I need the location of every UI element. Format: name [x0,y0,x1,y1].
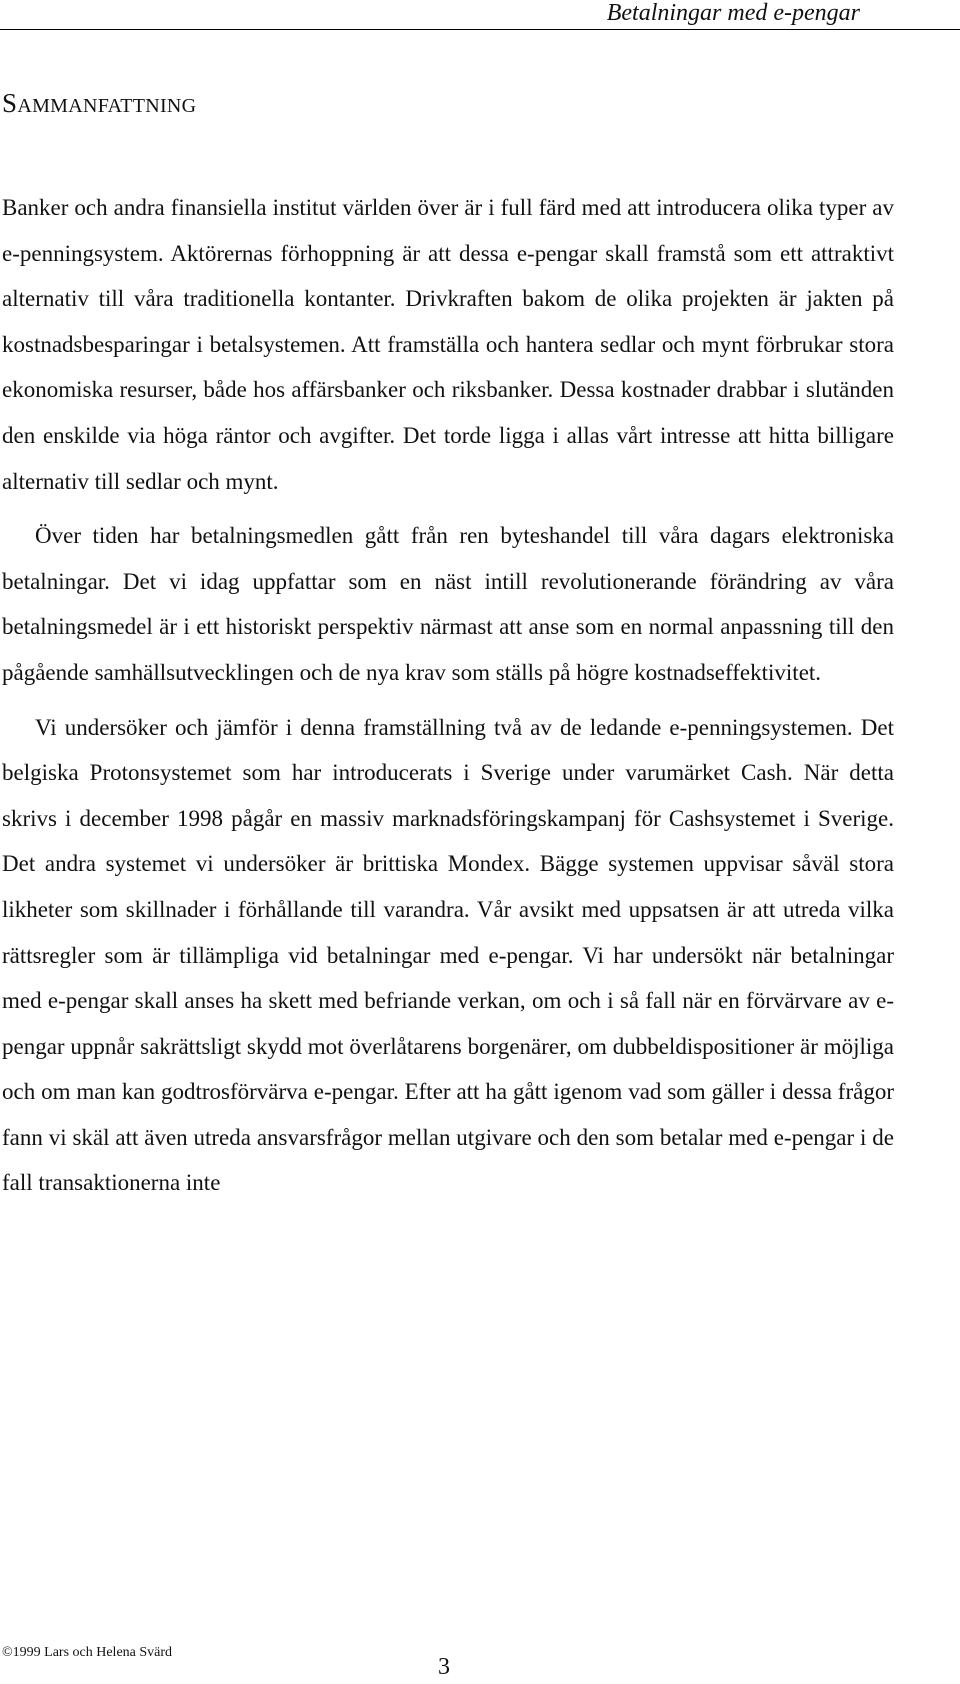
section-heading-rest: AMMANFATTNING [17,95,197,117]
footer-copyright: ©1999 Lars och Helena Svärd [2,1645,173,1660]
section-heading-initial: S [2,88,18,118]
running-title: Betalningar med e-pengar [606,0,860,26]
running-header [0,0,960,30]
page-number: 3 [438,1654,450,1680]
section-heading [2,88,196,119]
paragraph-3: Vi undersöker och jämför i denna framställning två av de ledande e-penningsystemen. Det belgiska Protonsystemet som har introducerats i Sverige under varumärket Cash. När detta skrivs i december 1998 pågår en massiv marknadsföringskampanj för Cashsystemet i Sverige. Det andra systemet vi undersöker är brittiska Mondex. Bägge systemen uppvisar såväl stora likheter som skillnader i förhållande till varandra. Vår avsikt med uppsatsen är att utreda vilka rättsregler som är tillämpliga vid betalningar med e-pengar. Vi har undersökt när betalningar med e-pengar skall anses ha skett med befriande verkan, om och i så fall när en förvärvare av e-pengar uppnår sakrättsligt skydd mot överlåtarens borgenärer, om dubbeldispositioner är möjliga och om man kan godtrosförvärva e-pengar. Efter att ha gått igenom vad som gäller i dessa frågor fann vi skäl att även utreda ansvarsfrågor mellan utgivare och den som betalar med e-pengar i de fall transaktionerna inte [2,714,894,1196]
paragraph-2: Över tiden har betalningsmedlen gått från ren byteshandel till våra dagars elektroniska betalningar. Det vi idag uppfattar som en näst intill revolutionerande förändring av våra betalningsmedel är i ett historiskt perspektiv närmast att anse som en normal anpassning till den pågående samhällsutvecklingen och de nya krav som ställs på högre kostnadseffektivitet. [2,523,894,685]
paragraph-1: Banker och andra finansiella institut världen över är i full färd med att introducera olika typer av e-penningsystem. Aktörernas förhoppning är att dessa e-pengar skall framstå som ett attraktivt alternativ till våra traditionella kontanter. Drivkraften bakom de olika projekten är jakten på kostnadsbesparingar i betalsystemen. Att framställa och hantera sedlar och mynt förbrukar stora ekonomiska resurser, både hos affärsbanker och riksbanker. Dessa kostnader drabbar i slutänden den enskilde via höga räntor och avgifter. Det torde ligga i allas vårt intresse att hitta billigare alternativ till sedlar och mynt. [2,195,894,494]
summary-body [2,185,894,1206]
